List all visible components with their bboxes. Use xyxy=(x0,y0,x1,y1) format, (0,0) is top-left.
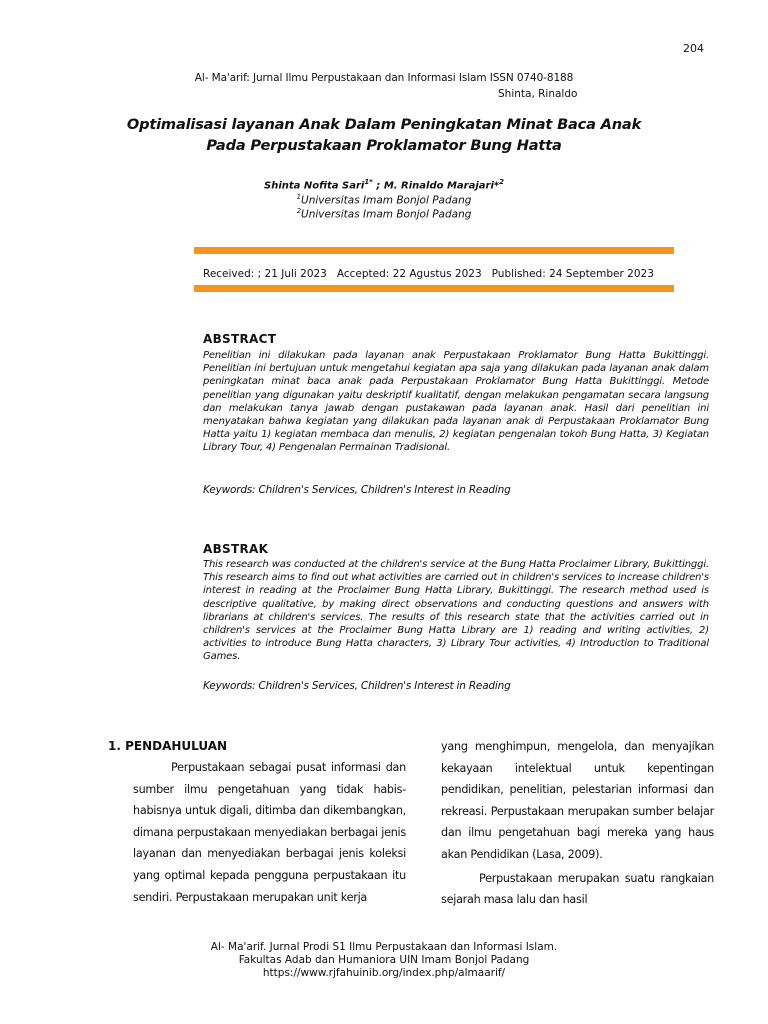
author-separator: ; xyxy=(372,180,384,192)
affiliation-1-text: Universitas Imam Bonjol Padang xyxy=(301,194,472,207)
publication-dates: Received: ; 21 Juli 2023 Accepted: 22 Agustus 2023 Published: 24 September 2023 xyxy=(203,268,654,280)
affiliation-1 xyxy=(0,193,768,207)
body-column-left xyxy=(133,757,406,908)
abstrak-body: This research was conducted at the children's service at the Bung Hatta Proclaimer Library, Bukittinggi. This research aims to find out what activities are carried out in children's services to increase children's interest in reading at the Proclaimer Bung Hatta Library, Bukittinggi. The research method used is descriptive qualitative, by making direct observations and conducting questions and answers with librarians at children's services. The results of this research state that the activities carried out in children's services at the Proclaimer Bung Hatta Library are 1) reading and writing activities, 2) activities to introduce Bung Hatta characters, 3) Library Tour activities, 4) Introduction to Traditional Games. xyxy=(203,559,709,663)
author-1-name: Shinta Nofita Sari xyxy=(264,180,365,192)
footer-faculty: Fakultas Adab dan Humaniora UIN Imam Bonjol Padang xyxy=(238,954,530,966)
affiliation-2 xyxy=(0,207,768,221)
abstrak-keywords: Keywords: Children's Services, Children's Interest in Reading xyxy=(203,680,511,692)
page-number: 204 xyxy=(683,42,704,55)
abstract-body: Penelitian ini dilakukan pada layanan anak Perpustakaan Proklamator Bung Hatta Bukittinggi. Penelitian ini bertujuan untuk mengetahui kegiatan apa saja yang dilakukan pada layanan anak dalam peningkatan minat baca anak pada Perpustakaan Proklamator Bung Hatta Bukittinggi. Metode penelitian yang digunakan yaitu deskriptif kualitatif, dengan melakukan pengamatan secara langsung dan melakukan tanya jawab dengan pustakawan pada layanan anak. Hasil dari penelitian ini menyatakan bahwa kegiatan yang dilakukan pada layanan anak di Perpustakaan Proklamator Bung Hatta yaitu 1) kegiatan membaca dan menulis, 2) kegiatan pengenalan tokoh Bung Hatta, 3) Kegiatan Library Tour, 4) Pengenalan Permainan Tradisional. xyxy=(203,350,709,454)
author-list xyxy=(0,178,768,191)
footer-url: https://www.rjfahuinib.org/index.php/almaarif/ xyxy=(262,967,506,979)
affiliation-2-text: Universitas Imam Bonjol Padang xyxy=(301,208,472,221)
paper-title xyxy=(60,114,708,156)
right-paragraph-1: yang menghimpun, mengelola, dan menyajikan kekayaan intelektual untuk kepentingan pendidikan, penelitian, pelestarian informasi dan rekreasi. Perpustakaan merupakan sumber belajar dan ilmu pengetahuan bagi mereka yang haus akan Pendidikan (Lasa, 2009). xyxy=(441,740,714,861)
abstract-keywords: Keywords: Children's Services, Children's Interest in Reading xyxy=(203,484,511,496)
author-2-name: M. Rinaldo Marajari* xyxy=(383,180,500,192)
abstract-heading: ABSTRACT xyxy=(203,332,277,346)
orange-rule-bottom xyxy=(194,285,674,292)
paper-title-line-2: Pada Perpustakaan Proklamator Bung Hatta xyxy=(206,137,562,154)
author-1-sup: 1* xyxy=(364,178,373,186)
affiliation-1-sup: 1 xyxy=(296,193,302,201)
footer-journal: Al- Ma'arif. Jurnal Prodi S1 Ilmu Perpustakaan dan Informasi Islam. xyxy=(210,941,558,953)
abstrak-heading: ABSTRAK xyxy=(203,542,269,556)
left-paragraph: Perpustakaan sebagai pusat informasi dan sumber ilmu pengetahuan yang tidak habis-habisnya untuk digali, ditimba dan dikembangkan, dimana perpustakaan menyediakan berbagai jenis layanan dan menyediakan berbagai jenis koleksi yang optimal kepada pengguna perpustakaan itu sendiri. Perpustakaan merupakan unit kerja xyxy=(133,761,406,904)
running-header-journal: Al- Ma'arif: Jurnal Ilmu Perpustakaan dan Informasi Islam ISSN 0740-8188 xyxy=(194,72,574,84)
body-column-right xyxy=(441,736,714,911)
running-header-authors: Shinta, Rinaldo xyxy=(498,88,578,100)
author-2-sup: 2 xyxy=(499,178,504,186)
orange-rule-top xyxy=(194,247,674,254)
right-paragraph-2: Perpustakaan merupakan suatu rangkaian sejarah masa lalu dan hasil xyxy=(441,871,714,907)
affiliation-2-sup: 2 xyxy=(296,207,302,215)
section-heading-pendahuluan: 1. PENDAHULUAN xyxy=(108,739,228,753)
paper-title-line-1: Optimalisasi layanan Anak Dalam Peningkatan Minat Baca Anak xyxy=(126,116,642,133)
